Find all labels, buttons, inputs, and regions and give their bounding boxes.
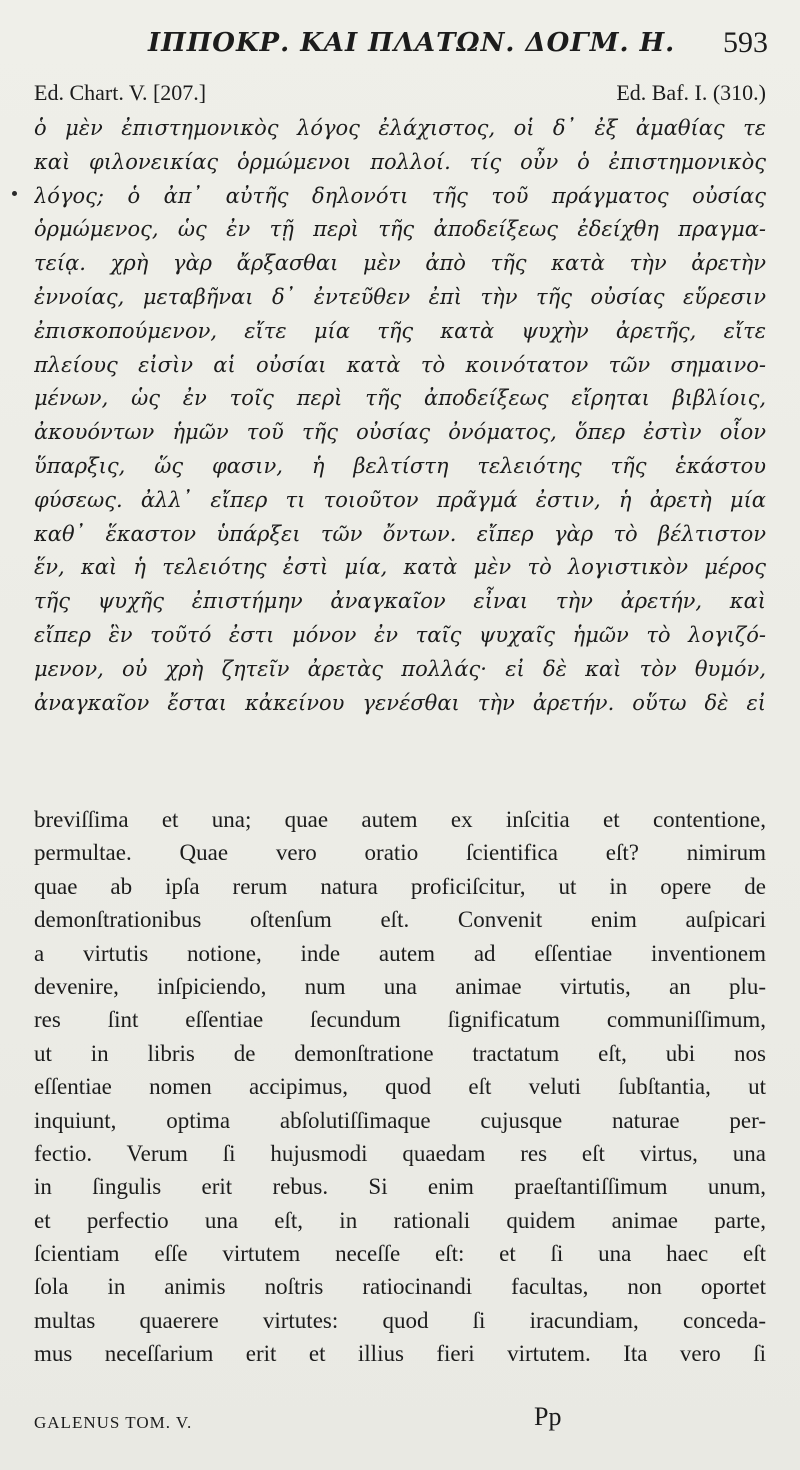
greek-line: μενον, οὐ χρὴ ζητεῖν ἀρετὰς πολλάς· εἰ δὲ καὶ τὸν θυμόν, [34,656,766,681]
greek-line: μένων, ὡς ἐν τοῖς περὶ τῆς ἀποδείξεως εἴρηται βιβλίοις, [34,386,766,411]
latin-line: res ſint eſſentiae ſecundum ſignificatum communiſſimum, [34,1007,766,1033]
footer-sheet-mark: Pp [534,1402,562,1431]
greek-line: φύσεως. ἀλλ᾽ εἴπερ τι τοιοῦτον πρᾶγμά ἐστιν, ἡ ἀρετὴ μία [34,487,766,512]
latin-line: fectio. Verum ſi hujusmodi quaedam res eſt virtus, una [34,1140,766,1166]
greek-line: ὁρμώμενος, ὡς ἐν τῇ περὶ τῆς ἀποδείξεως ἐδείχθη πραγμα- [34,217,766,242]
latin-line: ſcientiam eſſe virtutem neceſſe eſt: et ſi una haec eſt [34,1241,766,1267]
greek-line: τείᾳ. χρὴ γὰρ ἄρξασθαι μὲν ἀπὸ τῆς κατὰ τὴν ἀρετὴν [34,251,766,276]
greek-line: ἀναγκαῖον ἔσται κἀκείνου γενέσθαι τὴν ἀρετήν. οὕτω δὲ εἰ [34,690,766,715]
running-head: ΙΠΠΟΚΡ. ΚΑΙ ΠΛΑΤΩΝ. ΔΟΓΜ. Η. [148,28,676,58]
greek-line: ἐννοίας, μεταβῆναι δ᾽ ἐντεῦθεν ἐπὶ τὴν τῆς οὐσίας εὕρεσιν [34,284,766,309]
edition-reference-right: Ed. Baf. I. (310.) [616,80,766,105]
greek-line: καθ᾽ ἕκαστον ὑπάρξει τῶν ὄντων. εἴπερ γὰρ τὸ βέλτιστον [34,521,766,546]
greek-text-block [34,112,766,720]
latin-line: multas quaerere virtutes: quod ſi iracundiam, conceda- [34,1307,766,1333]
greek-line: λόγος; ὁ ἀπ᾽ αὐτῆς δηλονότι τῆς τοῦ πράγματος οὐσίας [34,183,766,208]
greek-line: τῆς ψυχῆς ἐπιστήμην ἀναγκαῖον εἶναι τὴν ἀρετήν, καὶ [34,589,766,614]
latin-line: permultae. Quae vero oratio ſcientifica eſt? nimirum [34,840,766,866]
greek-line: ἕν, καὶ ἡ τελειότης ἐστὶ μία, κατὰ μὲν τὸ λογιστικὸν μέρος [34,555,766,580]
latin-line: inquiunt, optima abſolutiſſimaque cujusque naturae per- [34,1107,766,1133]
greek-line: εἴπερ ἓν τοῦτό ἐστι μόνον ἐν ταῖς ψυχαῖς ἡμῶν τὸ λογιζό- [34,622,766,647]
latin-line: demonſtrationibus oſtenſum eſt. Convenit enim auſpicari [34,907,766,933]
latin-line: ſola in animis noſtris ratiocinandi facultas, non oportet [34,1274,766,1300]
edition-reference-left: Ed. Chart. V. [207.] [34,80,207,105]
latin-line: in ſingulis erit rebus. Si enim praeſtantiſſimum unum, [34,1174,766,1200]
footer-signature: GALENUS TOM. V. [34,1413,193,1432]
greek-line: ἐπισκοπούμενον, εἴτε μία τῆς κατὰ ψυχὴν ἀρετῆς, εἴτε [34,318,766,343]
page-number: 593 [723,26,768,59]
latin-line: ut in libris de demonſtratione tractatum eſt, ubi nos [34,1040,766,1066]
greek-line: πλείους εἰσὶν αἱ οὐσίαι κατὰ τὸ κοινότατον τῶν σημαινο- [34,352,766,377]
latin-line: devenire, inſpiciendo, num una animae virtutis, an plu- [34,973,766,999]
latin-line: eſſentiae nomen accipimus, quod eſt veluti ſubſtantia, ut [34,1074,766,1100]
greek-line: ἀκουόντων ἡμῶν τοῦ τῆς οὐσίας ὀνόματος, ὅπερ ἐστὶν οἷον [34,420,766,445]
greek-line: ὕπαρξις, ὥς φασιν, ἡ βελτίστη τελειότης τῆς ἑκάστου [34,453,766,478]
latin-line: breviſſima et una; quae autem ex inſcitia et contentione, [34,807,766,832]
latin-line: et perfectio una eſt, in rationali quidem animae parte, [34,1207,766,1233]
greek-line: καὶ φιλονεικίας ὁρμώμενοι πολλοί. τίς οὖν ὁ ἐπιστημονικὸς [34,149,766,174]
latin-line: mus neceſſarium erit et illius fieri virtutem. Ita vero ſi [34,1341,766,1367]
margin-mark [12,191,17,196]
greek-line: ὁ μὲν ἐπιστημονικὸς λόγος ἐλάχιστος, οἱ δ᾽ ἐξ ἀμαθίας τε [34,116,766,140]
latin-line: a virtutis notione, inde autem ad eſſentiae inventionem [34,940,766,966]
latin-line: quae ab ipſa rerum natura proficiſcitur, ut in opere de [34,873,766,899]
latin-text-block [34,803,766,1371]
